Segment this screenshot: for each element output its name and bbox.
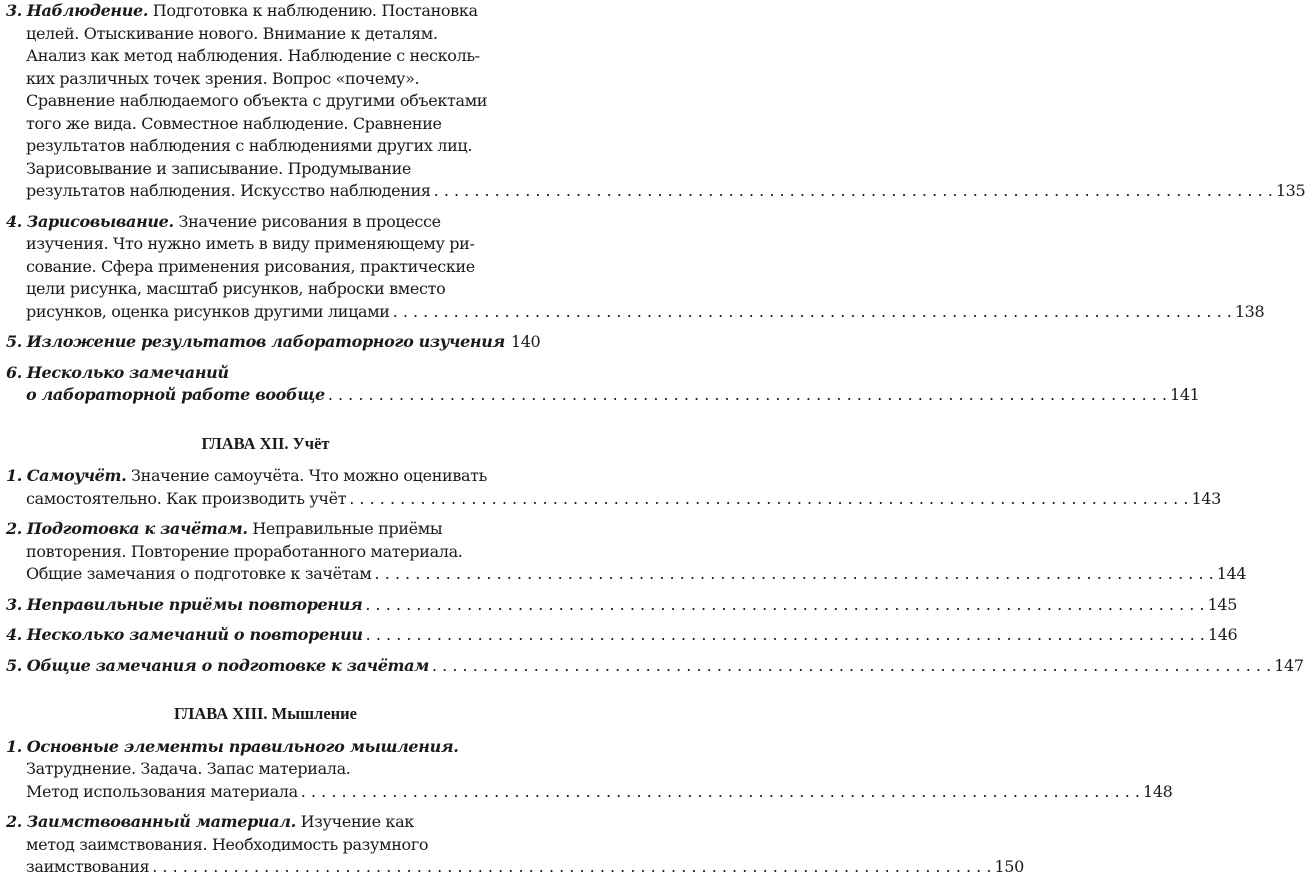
entry-desc-line: сование. Сфера применения рисования, практические [26,256,475,276]
page-number: 147 [1274,655,1304,675]
entry-desc-line: самостоятельно. Как производить учёт [26,488,347,508]
toc-entry-exam-general[interactable] [6,655,1304,678]
chapter-heading-13: ГЛАВА XIII. Мышление [174,704,357,723]
entry-desc-line: Затруднение. Задача. Запас материала. [26,759,351,778]
entry-desc-line: рисунков, оценка рисунков другими лицами [26,301,390,321]
entry-number: 1. [6,736,23,756]
entry-desc-line: изучения. Что нужно иметь в виду применяющему ри- [26,234,475,253]
page-number: 144 [1216,564,1247,583]
toc-entry-wrong-repetition[interactable] [6,594,1238,617]
toc-entry-lab-results[interactable] [6,331,541,354]
toc-entry-observation[interactable] [6,0,1305,203]
toc-entry-thinking-elements[interactable] [6,736,1173,804]
entry-number: 6. [6,362,23,382]
entry-desc-line: Сравнение наблюдаемого объекта с другими объектами [26,91,488,110]
entry-desc-line: Неправильные приёмы [252,519,443,538]
toc-entry-repetition-remarks[interactable] [6,624,1238,647]
toc-entry-exam-prep[interactable] [6,518,1247,586]
entry-number: 3. [6,594,23,614]
entry-title: Несколько замечаний [26,362,229,382]
entry-number: 4. [6,211,23,231]
dot-leader [375,563,1214,586]
page-number: 146 [1207,625,1238,644]
page-number: 141 [1170,385,1200,404]
dot-leader [152,856,991,879]
page-number: 140 [510,332,541,351]
entry-desc-line: результатов наблюдения. Искусство наблюдения [26,181,431,200]
entry-title: Подготовка к зачётам. [26,519,248,538]
chapter-heading-12: ГЛАВА XII. Учёт [201,433,330,453]
entry-desc-line: цели рисунка, масштаб рисунков, наброски вместо [26,279,446,298]
page-number: 145 [1207,594,1238,614]
page-number: 135 [1275,181,1305,200]
entry-number: 1. [6,466,23,485]
entry-desc-line: Анализ как метод наблюдения. Наблюдение с несколь- [26,46,480,65]
toc-entry-borrowed-material[interactable] [6,811,1024,879]
entry-desc-line: целей. Отыскивание нового. Внимание к деталям. [26,23,438,43]
dot-leader [366,624,1205,647]
entry-title: Несколько замечаний о повторении [26,625,363,644]
entry-desc-line: заимствования [26,857,150,876]
entry-desc-line: того же вида. Совместное наблюдение. Сравнение [26,113,442,133]
entry-desc-line: Значение самоучёта. Что можно оценивать [131,466,488,485]
entry-title: Наблюдение. [26,1,149,20]
entry-number: 3. [6,1,23,20]
entry-desc-line: Общие замечания о подготовке к зачётам [26,564,372,583]
entry-desc-line: Значение рисования в процессе [178,211,441,231]
entry-number: 4. [6,625,23,644]
entry-desc-line: Изучение как [300,812,414,831]
dot-leader [434,180,1273,203]
entry-title: Самоучёт. [26,466,127,485]
entry-number: 5. [6,332,23,351]
page-number: 150 [994,857,1024,876]
entry-desc-line: результатов наблюдения с наблюдениями других лиц. [26,136,473,155]
entry-title: Изложение результатов лабораторного изучения [26,332,505,351]
entry-desc-line: Зарисовывание и записывание. Продумывание [26,158,412,178]
entry-desc-line: Подготовка к наблюдению. Постановка [152,1,478,20]
entry-title: Неправильные приёмы повторения [26,594,363,614]
dot-leader [301,781,1140,804]
page-number: 143 [1191,488,1221,508]
entry-title: о лабораторной работе вообще [26,385,325,404]
dot-leader [349,488,1188,511]
entry-title: Заимствованный материал. [26,812,296,831]
toc-entry-lab-remarks[interactable] [6,362,1200,407]
page-number: 148 [1142,781,1173,801]
dot-leader [432,655,1271,678]
entry-desc-line: метод заимствования. Необходимость разумного [26,834,429,854]
dot-leader [328,384,1167,407]
entry-desc-line: повторения. Повторение проработанного материала. [26,541,463,561]
entry-title: Основные элементы правильного мышления. [26,736,459,756]
entry-desc-line: ких различных точек зрения. Вопрос «почему». [26,68,420,88]
entry-desc-line: Метод использования материала [26,781,298,801]
entry-number: 2. [6,519,23,538]
dot-leader [393,301,1232,324]
toc-entry-drawing[interactable] [6,211,1265,324]
entry-title: Общие замечания о подготовке к зачётам [26,655,429,675]
page-number: 138 [1234,301,1265,321]
entry-title: Зарисовывание. [26,211,174,231]
entry-number: 5. [6,655,23,675]
toc-entry-self-assessment[interactable] [6,465,1221,510]
entry-number: 2. [6,812,23,831]
dot-leader [365,594,1204,617]
